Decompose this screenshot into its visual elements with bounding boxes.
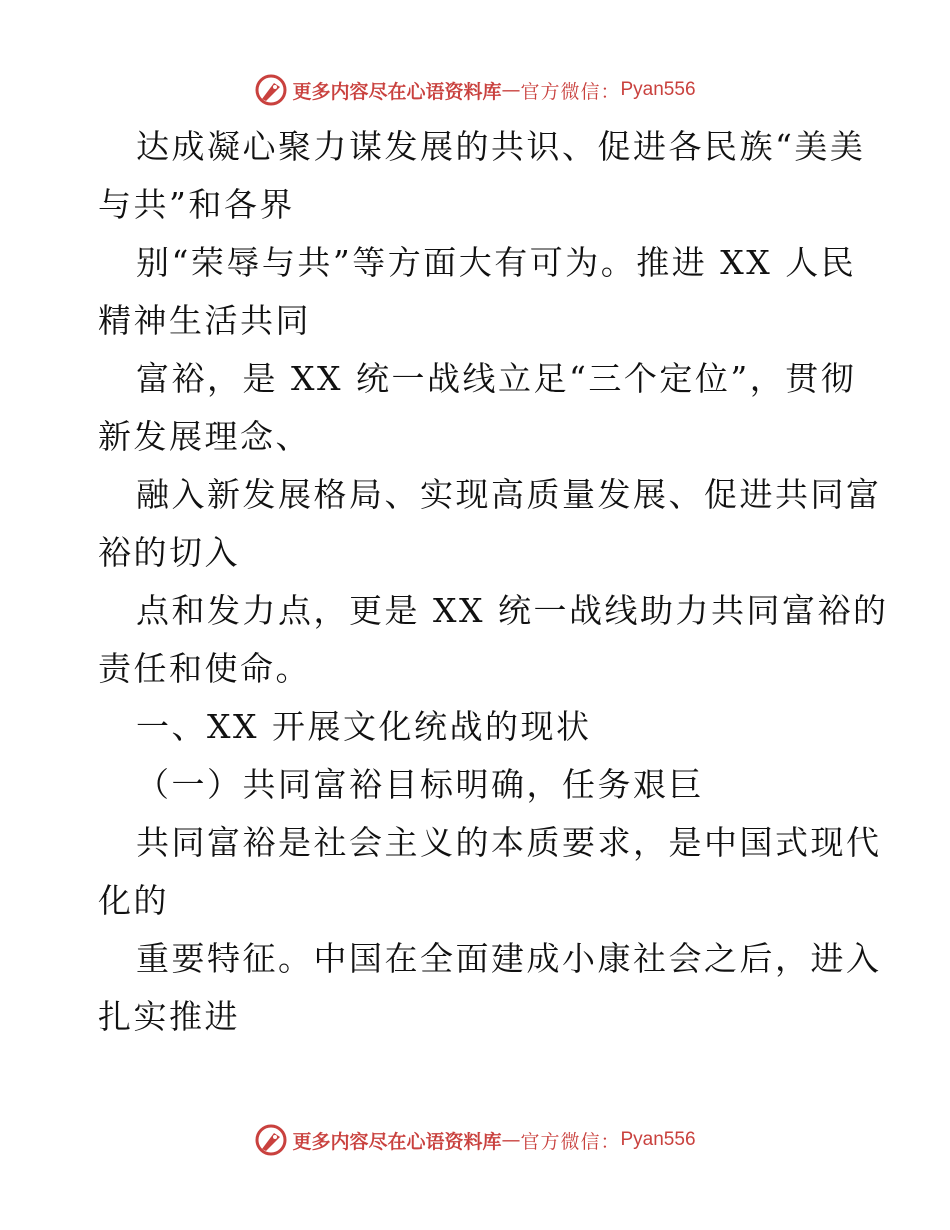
banner-wechat-label: 官方微信：: [520, 1130, 621, 1153]
subsection-heading: （一）共同富裕目标明确，任务艰巨: [136, 765, 704, 804]
paragraph-line: 责任和使命。: [98, 649, 311, 688]
banner-title: 更多内容尽在心语资料库: [292, 80, 502, 103]
banner-title: 更多内容尽在心语资料库: [292, 1130, 502, 1153]
banner-wechat-label: 官方微信：: [520, 80, 621, 103]
paragraph-line: 共同富裕是社会主义的本质要求，是中国式现代: [136, 823, 882, 862]
paragraph-line: 与共”和各界: [98, 185, 295, 224]
pen-nib-logo-icon: [254, 73, 288, 107]
footer-banner: [0, 1120, 950, 1160]
banner-wechat-id: Pyan556: [620, 79, 696, 100]
paragraph-line: 点和发力点，更是 XX 统一战线助力共同富裕的: [136, 591, 889, 630]
paragraph-line: 别“荣辱与共”等方面大有可为。推进 XX 人民: [136, 243, 857, 282]
paragraph-line: 达成凝心聚力谋发展的共识、促进各民族“美美: [136, 127, 866, 166]
paragraph-line: 化的: [98, 881, 169, 920]
banner-dash: —: [501, 79, 521, 101]
paragraph-line: 重要特征。中国在全面建成小康社会之后，进入: [136, 939, 882, 978]
section-heading: 一、XX 开展文化统战的现状: [136, 707, 592, 746]
pen-nib-logo-icon: [254, 1123, 288, 1157]
paragraph-line: 富裕，是 XX 统一战线立足“三个定位”，贯彻: [136, 359, 857, 398]
banner-dash: —: [501, 1129, 521, 1151]
paragraph-line: 裕的切入: [98, 533, 240, 572]
banner-wechat-id: Pyan556: [620, 1129, 696, 1150]
document-body: [98, 118, 889, 1046]
paragraph-line: 融入新发展格局、实现高质量发展、促进共同富: [136, 475, 882, 514]
paragraph-line: 精神生活共同: [98, 301, 311, 340]
paragraph-line: 扎实推进: [98, 997, 240, 1036]
paragraph-line: 新发展理念、: [98, 417, 311, 456]
header-banner: [0, 70, 950, 110]
